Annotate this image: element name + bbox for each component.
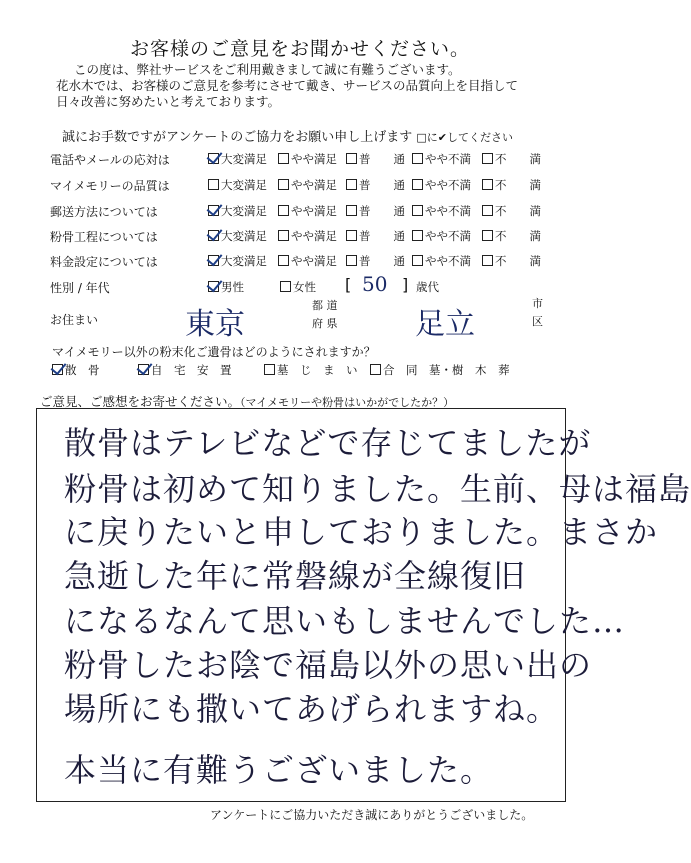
rating-option[interactable] — [278, 253, 337, 269]
request-line — [62, 126, 513, 145]
address-row — [50, 297, 590, 342]
rating-option-label: やや満足 — [291, 229, 337, 243]
rating-checkbox[interactable] — [346, 205, 357, 216]
question-row — [50, 228, 590, 246]
rating-checkbox[interactable] — [412, 205, 423, 216]
rating-option-label: 普 通 — [359, 152, 405, 166]
rating-option-label: 不 満 — [495, 152, 541, 166]
comment-line: 急逝した年に常磐線が全線復旧 — [64, 557, 527, 595]
rating-checkbox[interactable] — [278, 153, 289, 164]
rating-checkbox[interactable] — [412, 153, 423, 164]
remains-question: マイメモリー以外の粉末化ご遺骨はどのようにされますか？ — [52, 345, 376, 359]
rating-checkbox[interactable] — [208, 153, 219, 164]
remains-checkbox[interactable] — [370, 364, 381, 375]
comment-line: になるなんて思いもしませんでした… — [64, 602, 626, 640]
remains-options — [52, 362, 572, 380]
request-text: 誠にお手数ですがアンケートのご協力をお願い申し上げます — [62, 130, 413, 145]
prefecture-value[interactable]: 東京 — [185, 307, 245, 342]
city-unit-2: 区 — [532, 315, 543, 328]
rating-option-label: 大変満足 — [221, 178, 267, 192]
rating-checkbox[interactable] — [412, 255, 423, 266]
address-label: お住まい — [50, 313, 99, 327]
rating-checkbox[interactable] — [278, 255, 289, 266]
female-label: 女性 — [293, 280, 316, 294]
rating-option[interactable] — [346, 151, 405, 167]
remains-option-label: 散 骨 — [65, 363, 100, 377]
rating-option-label: 普 通 — [359, 204, 405, 218]
rating-option[interactable] — [278, 151, 337, 167]
comment-line: 散骨はテレビなどで存じてましたが — [64, 424, 592, 462]
question-row — [50, 177, 590, 195]
gender-female-option[interactable] — [280, 279, 316, 295]
rating-option[interactable] — [412, 151, 471, 167]
remains-checkbox[interactable] — [52, 364, 63, 375]
remains-option-label: 自 宅 安 置 — [151, 363, 232, 377]
rating-option[interactable] — [412, 253, 471, 269]
question-row — [50, 203, 590, 221]
gender-age-label: 性別 / 年代 — [50, 281, 110, 295]
rating-option[interactable] — [482, 151, 541, 167]
rating-option[interactable] — [278, 228, 337, 244]
comments-heading: ご意見、ご感想をお寄せください。 — [40, 394, 241, 409]
rating-option[interactable] — [482, 228, 541, 244]
city-unit-1: 市 — [532, 297, 543, 310]
rating-option[interactable] — [482, 177, 541, 193]
remains-option[interactable] — [138, 362, 232, 378]
rating-checkbox[interactable] — [346, 179, 357, 190]
age-bracket-close: ] — [402, 275, 409, 294]
question-label: 料金設定については — [50, 255, 158, 269]
rating-checkbox[interactable] — [208, 230, 219, 241]
rating-checkbox[interactable] — [278, 230, 289, 241]
rating-option[interactable] — [278, 203, 337, 219]
rating-option-label: やや不満 — [425, 229, 471, 243]
male-label: 男性 — [221, 280, 244, 294]
rating-checkbox[interactable] — [482, 255, 493, 266]
rating-option-label: 不 満 — [495, 178, 541, 192]
rating-option-label: 大変満足 — [221, 204, 267, 218]
rating-checkbox[interactable] — [278, 179, 289, 190]
male-checkbox[interactable] — [208, 281, 219, 292]
rating-option[interactable] — [278, 177, 337, 193]
rating-checkbox[interactable] — [482, 153, 493, 164]
rating-checkbox[interactable] — [208, 255, 219, 266]
intro-line-3: 日々改善に努めたいと考えております。 — [56, 94, 281, 109]
rating-option[interactable] — [412, 228, 471, 244]
rating-checkbox[interactable] — [208, 205, 219, 216]
rating-checkbox[interactable] — [482, 205, 493, 216]
rating-option[interactable] — [208, 203, 267, 219]
rating-option[interactable] — [346, 203, 405, 219]
rating-checkbox[interactable] — [482, 179, 493, 190]
rating-option[interactable] — [208, 228, 267, 244]
rating-option-label: 不 満 — [495, 229, 541, 243]
rating-checkbox[interactable] — [278, 205, 289, 216]
remains-option-label: 墓 じ ま い — [277, 363, 358, 377]
comment-line: 粉骨は初めて知りました。生前、母は福島 — [64, 470, 691, 508]
rating-option-label: 普 通 — [359, 229, 405, 243]
question-row — [50, 253, 590, 271]
rating-option-label: 不 満 — [495, 254, 541, 268]
rating-option[interactable] — [208, 151, 267, 167]
comment-line: に戻りたいと申しておりました。まさか — [64, 513, 659, 551]
rating-option[interactable] — [412, 203, 471, 219]
comment-line: 粉骨したお陰で福島以外の思い出の — [64, 646, 593, 684]
rating-option[interactable] — [208, 253, 267, 269]
footer-thanks: アンケートにご協力いただき誠にありがとうございました。 — [210, 808, 534, 822]
rating-option[interactable] — [346, 253, 405, 269]
rating-option-label: やや満足 — [291, 254, 337, 268]
page-title: お客様のご意見をお聞かせください。 — [129, 38, 470, 60]
question-label: 郵送方法については — [50, 205, 158, 219]
rating-option[interactable] — [482, 253, 541, 269]
rating-checkbox[interactable] — [346, 255, 357, 266]
rating-option[interactable] — [412, 177, 471, 193]
rating-option-label: 不 満 — [495, 204, 541, 218]
rating-option-label: やや不満 — [425, 204, 471, 218]
gender-male-option[interactable] — [208, 279, 244, 295]
remains-option[interactable] — [264, 362, 358, 378]
rating-checkbox[interactable] — [412, 230, 423, 241]
remains-checkbox[interactable] — [138, 364, 149, 375]
question-row — [50, 151, 590, 169]
comment-line: 本当に有難うございました。 — [64, 751, 494, 789]
request-tail: □に✔してください — [416, 131, 513, 144]
remains-option-label: 合 同 墓・樹 木 葬 — [383, 363, 510, 377]
age-bracket-open: [ — [345, 275, 352, 294]
intro-line-2: 花水木では、お客様のご意見を参考にさせて戴き、サービスの品質向上を目指して — [56, 78, 519, 93]
remains-option[interactable] — [370, 362, 510, 378]
rating-option-label: やや満足 — [291, 152, 337, 166]
rating-option-label: やや不満 — [425, 152, 471, 166]
rating-option[interactable] — [346, 228, 405, 244]
gender-age-row — [50, 272, 590, 297]
prefecture-unit-1: 都 道 — [312, 299, 338, 312]
age-value[interactable]: 50 — [362, 272, 388, 296]
city-value[interactable]: 足立 — [415, 307, 475, 342]
rating-checkbox[interactable] — [412, 179, 423, 190]
rating-checkbox[interactable] — [346, 230, 357, 241]
comment-line: 場所にも撒いてあげられますね。 — [64, 690, 560, 728]
rating-option-label: やや満足 — [291, 204, 337, 218]
rating-option-label: 普 通 — [359, 178, 405, 192]
rating-option-label: 大変満足 — [221, 152, 267, 166]
age-unit: 歳代 — [416, 280, 439, 294]
remains-checkbox[interactable] — [264, 364, 275, 375]
comments-heading-note: （マイメモリーや粉骨はいかがでしたか？） — [240, 396, 455, 409]
rating-option-label: やや満足 — [291, 178, 337, 192]
rating-option-label: 大変満足 — [221, 229, 267, 243]
rating-checkbox[interactable] — [346, 153, 357, 164]
question-label: 電話やメールの応対は — [50, 153, 170, 167]
prefecture-unit-2: 府 県 — [312, 317, 338, 330]
rating-checkbox[interactable] — [208, 179, 219, 190]
rating-option-label: 大変満足 — [221, 254, 267, 268]
intro-line-1: この度は、弊社サービスをご利用戴きまして誠に有難うございます。 — [74, 62, 461, 77]
rating-option[interactable] — [208, 177, 267, 193]
female-checkbox[interactable] — [280, 281, 291, 292]
rating-option[interactable] — [482, 203, 541, 219]
rating-option-label: やや不満 — [425, 178, 471, 192]
question-label: マイメモリーの品質は — [50, 179, 170, 193]
rating-option-label: やや不満 — [425, 254, 471, 268]
rating-checkbox[interactable] — [482, 230, 493, 241]
remains-option[interactable] — [52, 362, 100, 378]
question-label: 粉骨工程については — [50, 230, 158, 244]
rating-option[interactable] — [346, 177, 405, 193]
rating-option-label: 普 通 — [359, 254, 405, 268]
